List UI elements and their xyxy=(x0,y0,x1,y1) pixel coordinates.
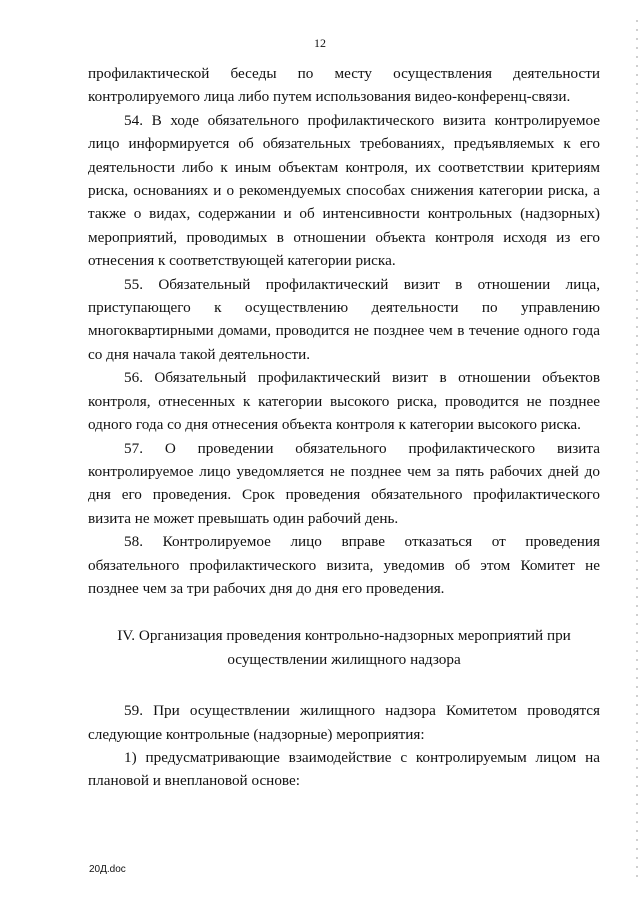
paragraph-55: 55. Обязательный профилактический визит в отношении лица, приступающего к осуществлению деятельности по управлению многоквартирными домами, проводится не позднее чем в течение одного года со дня начала такой деятельности. xyxy=(88,275,600,363)
paragraph-continuation: профилактической беседы по месту осуществления деятельности контролируемого лица либо путем использования видео-конференц-связи. xyxy=(88,65,600,106)
page-number: 12 xyxy=(314,36,326,50)
paragraph-59-item-1: 1) предусматривающие взаимодействие с контролируемым лицом на плановой и внеплановой основе: xyxy=(88,748,600,790)
paragraph-56: 56. Обязательный профилактический визит в отношении объектов контроля, отнесенных к категории высокого риска, проводится не позднее одного года со дня отнесения объекта контроля к категории высокого риска. xyxy=(88,369,600,434)
paragraph-59: 59. При осуществлении жилищного надзора Комитетом проводятся следующие контрольные (надзорные) мероприятия: xyxy=(88,702,600,743)
section-heading-line-2: осуществлении жилищного надзора xyxy=(227,650,461,668)
paragraph-54: 54. В ходе обязательного профилактического визита контролируемое лицо информируется об обязательных требованиях, предъявляемых к его деятельности либо к иным объектам контроля, их соответствии критериям риска, основаниях и о рекомендуемых способах снижения категории риска, а также о видах, содержании и об интенсивности контрольных (надзорных) мероприятий, проводимых в отношении объекта контроля исходя из его отнесения к соответствующей категории риска. xyxy=(88,111,600,270)
section-heading-line-1: IV. Организация проведения контрольно-надзорных мероприятий при xyxy=(117,627,571,645)
document-body xyxy=(88,62,600,793)
scan-edge-marks xyxy=(636,20,638,880)
paragraph-58: 58. Контролируемое лицо вправе отказаться от проведения обязательного профилактического визита, уведомив об этом Комитет не позднее чем за три рабочих дня до дня его проведения. xyxy=(88,533,600,597)
file-name-footer: 20Д.doc xyxy=(89,864,126,875)
paragraph-57: 57. О проведении обязательного профилактического визита контролируемое лицо уведомляется не позднее чем за пять рабочих дней до дня его проведения. Срок проведения обязательного профилактического визита не может превышать один рабочий день. xyxy=(88,439,600,527)
section-heading xyxy=(88,624,600,671)
